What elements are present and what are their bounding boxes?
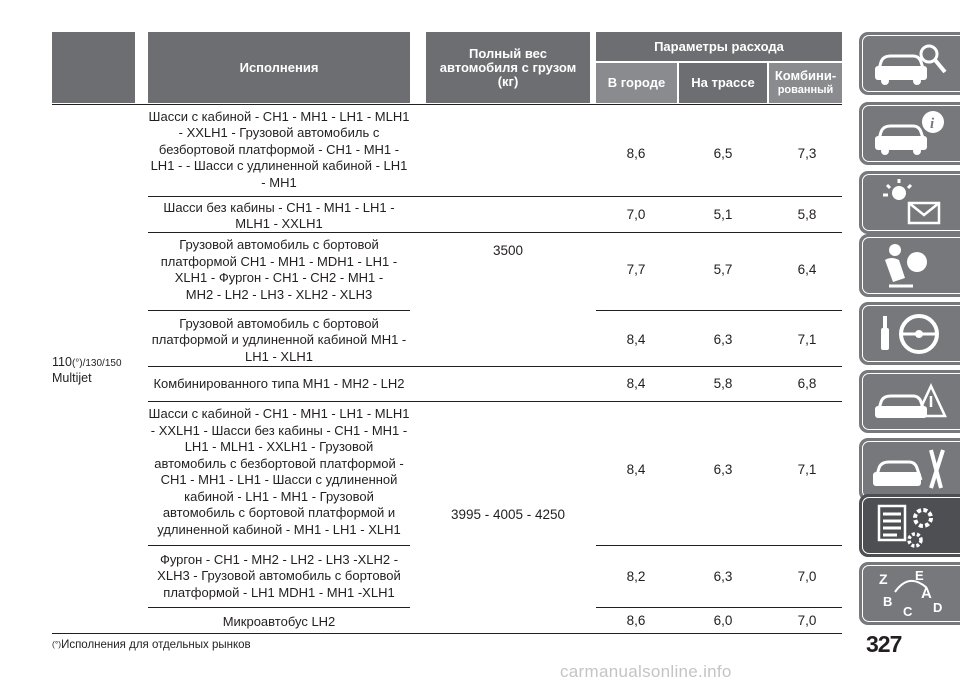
combined-value: 7,0 xyxy=(797,613,817,628)
svg-text:C: C xyxy=(903,604,913,619)
highway-value: 6,0 xyxy=(713,613,733,628)
tab-maintenance[interactable] xyxy=(859,438,960,501)
city-value: 8,4 xyxy=(626,462,646,477)
tab-safety[interactable] xyxy=(859,234,960,297)
city-value: 8,6 xyxy=(626,613,646,628)
row-rule xyxy=(148,545,410,546)
svg-text:i: i xyxy=(930,116,935,132)
header-gross-weight: Полный вес автомобиля с грузом (кг) xyxy=(426,32,590,103)
header-consumption: Параметры расхода xyxy=(596,32,842,61)
tab-emergency[interactable] xyxy=(859,370,960,433)
header-bottom-rule xyxy=(52,104,842,105)
watermark: carmanualsonline.info xyxy=(560,662,732,681)
variant-cell: Шасси без кабины - CH1 - MH1 - LH1 - MLH1 - XXLH1 xyxy=(163,199,395,231)
row-rule xyxy=(148,401,842,402)
row-rule xyxy=(596,310,842,311)
variant-cell: Грузовой автомобиль с бортовой платформой и удлиненной кабиной MH1 - LH1 - XLH1 xyxy=(151,315,407,364)
engine-power: 110 xyxy=(52,355,72,369)
highway-value: 5,7 xyxy=(713,262,733,277)
engine-power-variants: (°)/130/150 xyxy=(71,358,122,369)
highway-value: 6,3 xyxy=(713,569,733,584)
tab-index[interactable] xyxy=(859,562,960,625)
combined-value: 7,3 xyxy=(797,146,817,161)
city-value: 7,0 xyxy=(626,207,646,222)
highway-value: 5,8 xyxy=(713,376,733,391)
weight-cell: 3500 xyxy=(492,242,524,258)
combined-value: 6,4 xyxy=(797,262,817,277)
page-number: 327 xyxy=(866,631,902,657)
row-rule xyxy=(596,607,842,608)
svg-text:E: E xyxy=(915,568,924,583)
variant-cell: Шасси с кабиной - CH1 - MH1 - LH1 - MLH1 - XXLH1 - Грузовой автомобиль с безбортовой платформой - CH1 - MH1 - LH1 - - Шасси с удлиненной кабиной - LH1 - MH1 xyxy=(148,108,410,190)
highway-value: 6,3 xyxy=(713,332,733,347)
combined-value: 5,8 xyxy=(797,207,817,222)
header-variants: Исполнения xyxy=(148,32,410,103)
footnote xyxy=(52,639,251,651)
svg-text:Z: Z xyxy=(879,571,888,587)
tab-car-search[interactable] xyxy=(859,32,960,95)
highway-value: 5,1 xyxy=(713,207,733,222)
table-bottom-rule xyxy=(52,633,842,634)
row-rule xyxy=(148,310,410,311)
combined-value: 7,1 xyxy=(797,332,817,347)
footnote-marker: (°) xyxy=(52,639,62,649)
city-value: 8,4 xyxy=(626,332,646,347)
variant-cell: Шасси с кабиной - CH1 - MH1 - LH1 - MLH1 - XXLH1 - Шасси без кабины - CH1 - MH1 - LH1 - MLH1 - XXLH1 - Грузовой автомобиль с безбортовой платформой - CH1 - MH1 - LH1 - Шасси с удлиненной кабиной - LH1 - MH1 - Грузовой автомобиль с бортовой платформой и удлиненной кабиной - MH1 - LH1 - XLH1 xyxy=(148,406,410,537)
highway-value: 6,5 xyxy=(713,146,733,161)
warning-light-message-icon xyxy=(869,175,951,230)
row-rule xyxy=(148,196,842,197)
variant-cell: Грузовой автомобиль с бортовой платформой CH1 - MH1 - MDH1 - LH1 - XLH1 - Фургон - CH1 - CH2 - MH1 - MH2 - LH2 - LH3 - XLH2 - XLH3 xyxy=(160,237,398,302)
car-search-icon xyxy=(869,36,951,91)
row-rule xyxy=(148,607,410,608)
alphabetical-index-icon xyxy=(869,566,951,621)
variant-cell: Комбинированного типа MH1 - MH2 - LH2 xyxy=(153,375,405,391)
airbag-passenger-icon xyxy=(869,238,951,293)
svg-text:D: D xyxy=(933,600,943,615)
combined-value: 7,1 xyxy=(797,462,817,477)
header-combined xyxy=(769,63,842,103)
city-value: 7,7 xyxy=(626,262,646,277)
technical-data-gear-icon xyxy=(869,498,951,553)
header-combined-line2: рованный xyxy=(777,84,834,96)
header-blank-cell xyxy=(52,32,135,103)
variant-cell: Фургон - CH1 - MH2 - LH2 - LH3 -XLH2 - XLH3 - Грузовой автомобиль с бортовой платформой - LH1 MDH1 - MH1 -XLH1 xyxy=(157,551,401,600)
svg-text:A: A xyxy=(921,585,932,602)
city-value: 8,6 xyxy=(626,146,646,161)
combined-value: 6,8 xyxy=(797,376,817,391)
header-combined-line1: Комбини- xyxy=(774,68,837,83)
header-city: В городе xyxy=(596,63,677,103)
car-breakdown-icon xyxy=(869,374,951,429)
combined-value: 7,0 xyxy=(797,569,817,584)
tab-warning-lights[interactable] xyxy=(859,171,960,234)
row-rule xyxy=(148,232,842,233)
weight-cell: 3995 - 4005 - 4250 xyxy=(450,506,566,522)
engine-label xyxy=(52,355,122,386)
tab-technical-data[interactable] xyxy=(859,494,960,557)
car-service-tools-icon xyxy=(869,442,951,497)
steering-key-icon xyxy=(869,306,951,361)
engine-name: Multijet xyxy=(52,371,92,385)
car-info-icon xyxy=(869,106,951,161)
row-rule xyxy=(596,545,842,546)
tab-car-info[interactable] xyxy=(859,102,960,165)
tab-starting-driving[interactable] xyxy=(859,302,960,365)
footnote-text: Исполнения для отдельных рынков xyxy=(61,639,251,651)
city-value: 8,2 xyxy=(626,569,646,584)
header-highway: На трассе xyxy=(679,63,767,103)
row-rule xyxy=(148,366,842,367)
city-value: 8,4 xyxy=(626,376,646,391)
variant-cell: Микроавтобус LH2 xyxy=(222,613,336,629)
svg-text:B: B xyxy=(883,594,893,609)
highway-value: 6,3 xyxy=(713,462,733,477)
